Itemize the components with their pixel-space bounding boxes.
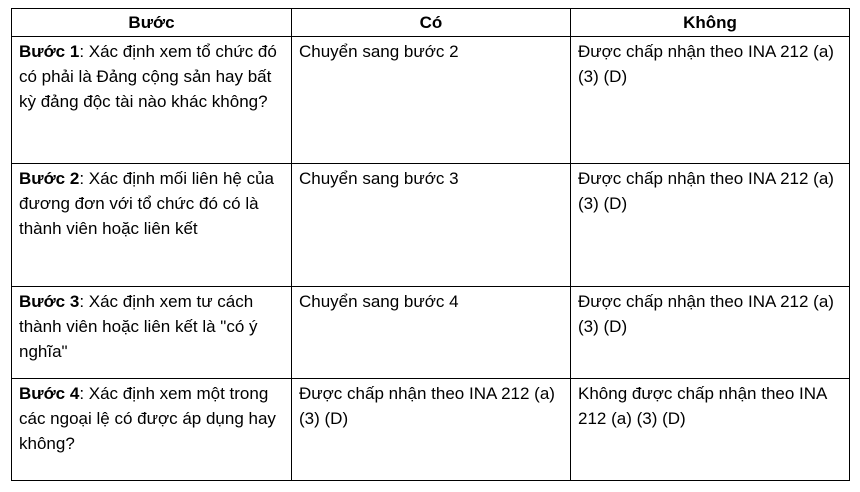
header-yes: Có [292,9,571,37]
yes-cell: Chuyển sang bước 3 [292,164,571,287]
table-row [12,164,850,287]
no-cell: Được chấp nhận theo INA 212 (a) (3) (D) [571,37,850,164]
yes-cell: Chuyển sang bước 4 [292,287,571,379]
step-label: Bước 3 [19,292,80,311]
step-label: Bước 4 [19,384,80,403]
steps-table [11,8,850,481]
step-description: : Xác định xem tư cách thành viên hoặc liên kết là "có ý nghĩa" [19,292,258,361]
header-step: Bước [12,9,292,37]
step-description: : Xác định xem một trong các ngoại lệ có được áp dụng hay không? [19,384,276,453]
no-cell: Không được chấp nhận theo INA 212 (a) (3) (D) [571,379,850,481]
header-row [12,9,850,37]
step-cell [12,164,292,287]
step-cell [12,37,292,164]
step-label: Bước 2 [19,169,80,188]
table-row [12,287,850,379]
header-no: Không [571,9,850,37]
yes-cell: Được chấp nhận theo INA 212 (a) (3) (D) [292,379,571,481]
no-cell: Được chấp nhận theo INA 212 (a) (3) (D) [571,287,850,379]
step-cell [12,287,292,379]
yes-cell: Chuyển sang bước 2 [292,37,571,164]
no-cell: Được chấp nhận theo INA 212 (a) (3) (D) [571,164,850,287]
step-description: : Xác định mối liên hệ của đương đơn với tổ chức đó có là thành viên hoặc liên kết [19,169,274,238]
step-description: : Xác định xem tổ chức đó có phải là Đảng cộng sản hay bất kỳ đảng độc tài nào khác không? [19,42,277,111]
step-label: Bước 1 [19,42,80,61]
table-row [12,37,850,164]
table-row [12,379,850,481]
step-cell [12,379,292,481]
